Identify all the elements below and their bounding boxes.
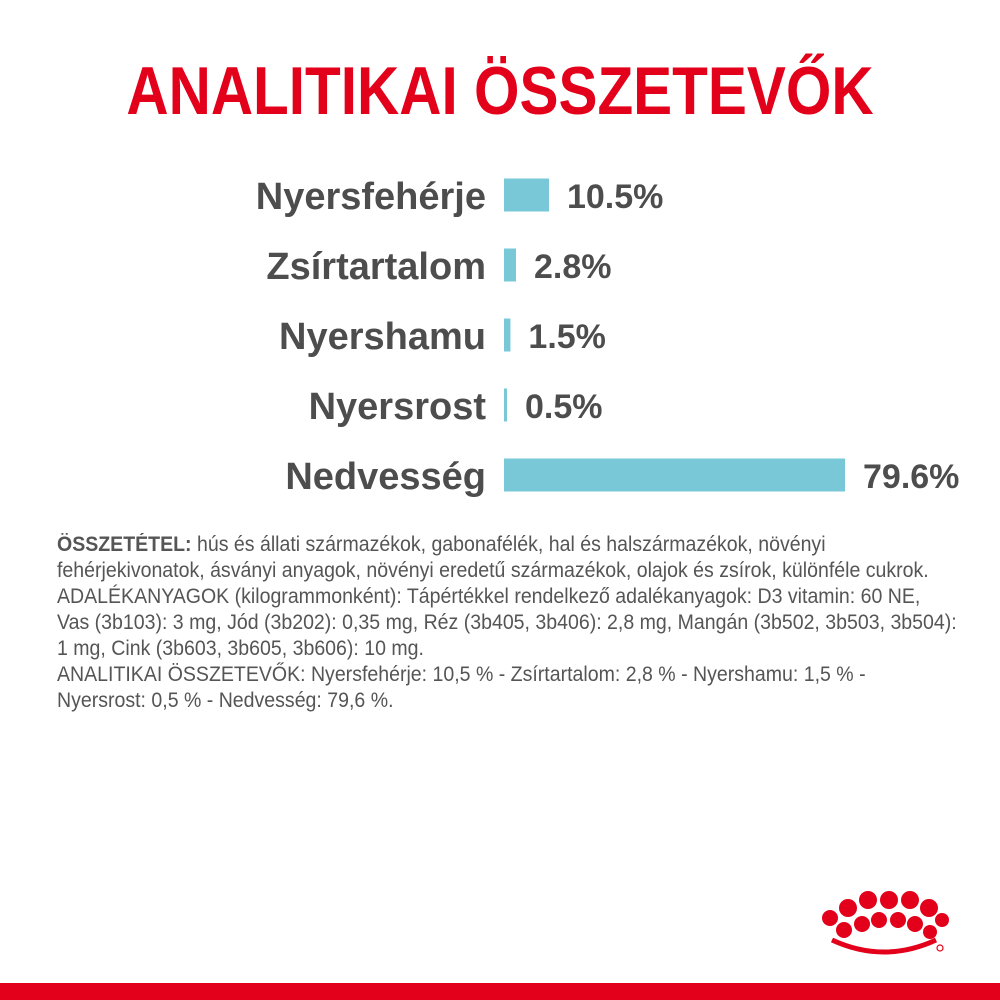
value-label: 10.5%	[566, 178, 664, 216]
bar	[504, 459, 845, 492]
bar	[504, 319, 510, 352]
bottom-brand-bar	[0, 983, 1000, 1000]
ingredients-text: hús és állati származékok, gabonafélék, hal és halszármazékok, növényi fehérjekivonatok, ásványi anyagok, növényi eredetű származékok, olajok és zsírok, különféle cukrok.	[57, 533, 929, 582]
composition-heading: ÖSSZETÉTEL:	[57, 533, 192, 556]
value-label: 79.6%	[863, 458, 960, 496]
nutrient-bar-chart	[0, 160, 1000, 500]
page-title: ANALITIKAI ÖSSZETEVŐK	[126, 53, 874, 129]
analytical-paragraph: ANALITIKAI ÖSSZETEVŐK: Nyersfehérje: 10,5 % - Zsírtartalom: 2,8 % - Nyershamu: 1,5 % - Nyersrost: 0,5 % - Nedvesség: 79,6 %.	[57, 663, 866, 712]
ingredients-paragraph	[57, 532, 957, 584]
composition-text	[57, 532, 957, 714]
bar	[504, 389, 507, 422]
value-label: 1.5%	[528, 318, 606, 356]
crown-icon	[818, 888, 950, 960]
category-label: Nyershamu	[279, 316, 486, 358]
category-label: Zsírtartalom	[266, 246, 486, 288]
value-label: 2.8%	[533, 248, 612, 286]
category-label: Nyersfehérje	[255, 176, 486, 218]
bar	[504, 179, 549, 212]
bar	[504, 249, 516, 282]
category-label: Nedvesség	[285, 456, 486, 498]
category-label: Nyersrost	[308, 386, 486, 428]
additives-paragraph: ADALÉKANYAGOK (kilogrammonként): Tápértékkel rendelkező adalékanyagok: D3 vitamin: 60 NE, Vas (3b103): 3 mg, Jód (3b202): 0,35 mg, Réz (3b405, 3b406): 2,8 mg, Mangán (3b502, 3b503, 3b504): 1 mg, Cink (3b603, 3b605, 3b606): 10 mg.	[57, 585, 957, 660]
value-label: 0.5%	[525, 388, 603, 426]
